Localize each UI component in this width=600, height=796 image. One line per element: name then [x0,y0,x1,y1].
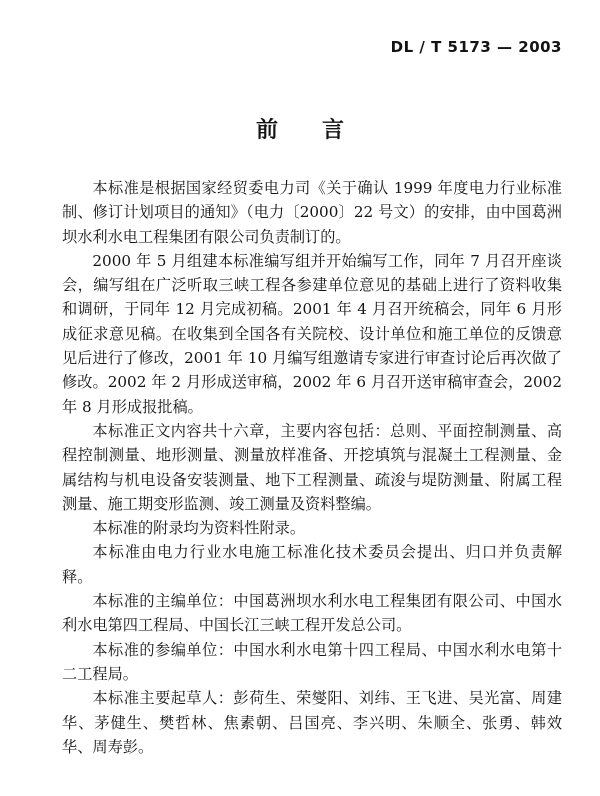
paragraph-contents: 本标准正文内容共十六章，主要内容包括：总则、平面控制测量、高程控制测量、地形测量、测量放样准备、开挖填筑与混凝土工程测量、金属结构与机电设备安装测量、地下工程测量、疏浚与堤防测量、附属工程测量、施工期变形监测、竣工测量及资料整编。 [62,421,562,513]
paragraph-history: 2000 年 5 月组建本标准编写组并开始编写工作，同年 7 月召开座谈会，编写组在广泛听取三峡工程各参建单位意见的基础上进行了资料收集和调研，于同年 12 月完成初稿。2001 年 4 月召开统稿会，同年 6 月形成征求意见稿。在收集到全国各有关院校、设计单位和施工单位的反馈意见后进行了修改，2001 年 10 月编写组邀请专家进行审查讨论后再次做了修改。2002 年 2 月形成送审稿，2002 年 6 月召开送审稿审查会，2002 年 8 月形成报批稿。 [62,251,562,416]
paragraph-proposer: 本标准由电力行业水电施工标准化技术委员会提出、归口并负责解释。 [62,543,562,586]
body-text [62,176,562,759]
paragraph-origin: 本标准是根据国家经贸委电力司《关于确认 1999 年度电力行业标准制、修订计划项目的通知》（电力〔2000〕22 号文）的安排，由中国葛洲坝水利水电工程集团有限公司负责制订的。 [62,179,562,246]
paragraph-participants: 本标准的参编单位：中国水利水电第十四工程局、中国水利水电第十二工程局。 [62,640,562,683]
page-title: 前言 [255,118,388,143]
paragraph-appendix: 本标准的附录均为资料性附录。 [92,519,306,538]
standard-code: DL / T 5173 — 2003 [390,38,562,56]
paragraph-chief-editors: 本标准的主编单位：中国葛洲坝水利水电工程集团有限公司、中国水利水电第四工程局、中国长江三峡工程开发总公司。 [62,592,562,635]
paragraph-drafters: 本标准主要起草人：彭荷生、荣燮阳、刘纬、王飞进、吴光富、周建华、茅健生、樊哲林、焦素朝、吕国亮、李兴明、朱顺全、张勇、韩效华、周寿彭。 [62,689,562,756]
